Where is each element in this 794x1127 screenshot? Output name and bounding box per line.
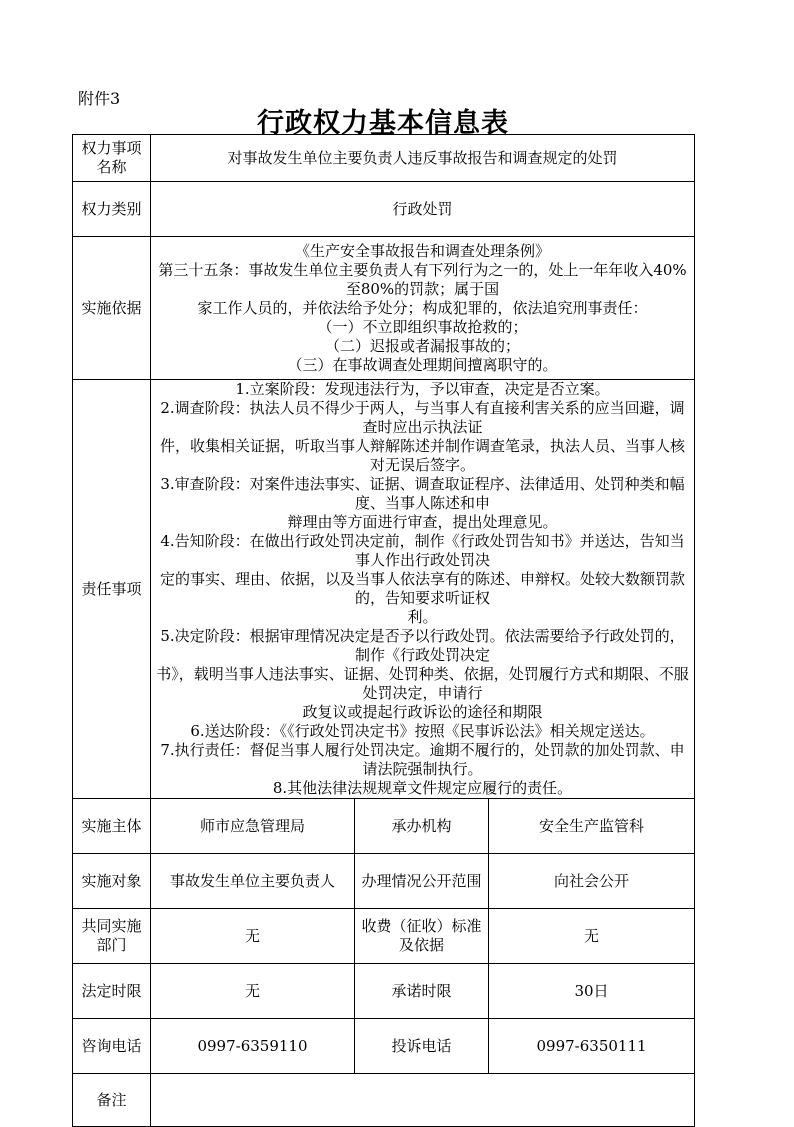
label-legal-limit: 法定时限	[73, 964, 151, 1019]
label-remark: 备注	[73, 1074, 151, 1127]
row-basis	[73, 237, 695, 380]
value-target: 事故发生单位主要负责人	[151, 854, 355, 909]
attachment-label: 附件3	[78, 89, 121, 108]
row-target	[73, 854, 695, 909]
row-phone	[73, 1019, 695, 1074]
info-table	[72, 134, 695, 1127]
label-joint-dept: 共同实施 部门	[73, 909, 151, 964]
row-subject	[73, 799, 695, 854]
value-remark	[151, 1074, 695, 1127]
value-subject: 师市应急管理局	[151, 799, 355, 854]
value-consult-phone: 0997-6359110	[151, 1019, 355, 1074]
value-power-type: 行政处罚	[151, 182, 695, 237]
label-handling-org: 承办机构	[355, 799, 489, 854]
label-basis: 实施依据	[73, 237, 151, 380]
value-handling-org: 安全生产监管科	[489, 799, 695, 854]
value-basis: 《生产安全事故报告和调查处理条例》 第三十五条：事故发生单位主要负责人有下列行为之一的，处上一年年收入40%至80%的罚款；属于国 家工作人员的，并依法给予处分；构成犯罪的，依法追究刑事责任： （一）不立即组织事故抢救的； （二）迟报或者漏报事故的； （三）在事故调查处理期间擅离职守的。	[151, 237, 695, 380]
row-duty	[73, 380, 695, 799]
value-joint-dept: 无	[151, 909, 355, 964]
row-power-type	[73, 182, 695, 237]
label-consult-phone: 咨询电话	[73, 1019, 151, 1074]
value-fee-standard: 无	[489, 909, 695, 964]
value-complaint-phone: 0997-6350111	[489, 1019, 695, 1074]
row-joint	[73, 909, 695, 964]
row-time-limit	[73, 964, 695, 1019]
label-promised-limit: 承诺时限	[355, 964, 489, 1019]
row-remark	[73, 1074, 695, 1127]
label-disclosure-scope: 办理情况公开范围	[355, 854, 489, 909]
label-duty: 责任事项	[73, 380, 151, 799]
page-title: 行政权力基本信息表	[257, 108, 509, 139]
value-legal-limit: 无	[151, 964, 355, 1019]
value-duty: 1.立案阶段：发现违法行为，予以审查，决定是否立案。 2.调查阶段：执法人员不得少于两人，与当事人有直接利害关系的应当回避，调查时应出示执法证 件，收集相关证据，听取当事人辩解陈述并制作调查笔录，执法人员、当事人核对无误后签字。 3.审查阶段：对案件违法事实、证据、调查取证程序、法律适用、处罚种类和幅度、当事人陈述和申 辩理由等方面进行审查，提出处理意见。 4.告知阶段：在做出行政处罚决定前，制作《行政处罚告知书》并送达，告知当事人作出行政处罚决 定的事实、理由、依据，以及当事人依法享有的陈述、申辩权。处较大数额罚款的，告知要求听证权 利。 5.决定阶段：根据审理情况决定是否予以行政处罚。依法需要给予行政处罚的，制作《行政处罚决定 书》，载明当事人违法事实、证据、处罚种类、依据，处罚履行方式和期限、不服处罚决定，申请行 政复议或提起行政诉讼的途径和期限 6.送达阶段：《《行政处罚决定书》按照《民事诉讼法》相关规定送达。 7.执行责任：督促当事人履行处罚决定。逾期不履行的，处罚款的加处罚款、申请法院强制执行。 8.其他法律法规规章文件规定应履行的责任。	[151, 380, 695, 799]
label-fee-standard: 收费（征收）标准 及依据	[355, 909, 489, 964]
label-target: 实施对象	[73, 854, 151, 909]
label-power-name: 权力事项 名称	[73, 135, 151, 182]
label-subject: 实施主体	[73, 799, 151, 854]
row-power-name	[73, 135, 695, 182]
label-power-type: 权力类别	[73, 182, 151, 237]
value-disclosure-scope: 向社会公开	[489, 854, 695, 909]
value-promised-limit: 30日	[489, 964, 695, 1019]
label-complaint-phone: 投诉电话	[355, 1019, 489, 1074]
value-power-name: 对事故发生单位主要负责人违反事故报告和调查规定的处罚	[151, 135, 695, 182]
